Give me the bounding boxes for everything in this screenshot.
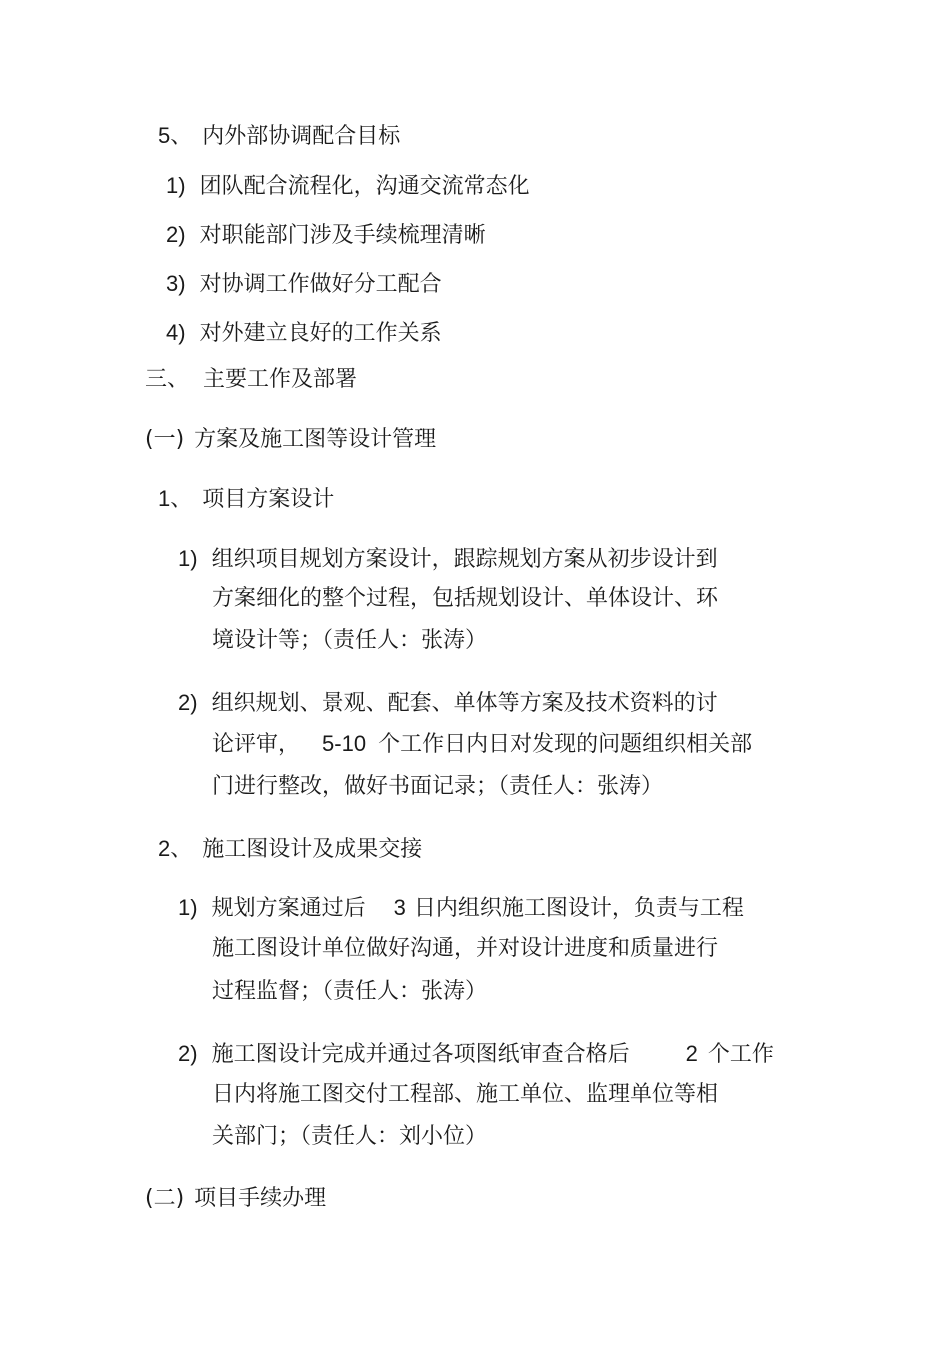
section-5-title: 内外部协调配合目标 [202, 124, 401, 149]
s2-p1-line3: 过程监督；（责任人：张涛） [212, 979, 488, 1004]
s2-p1-line2: 施工图设计单位做好沟通，并对设计进度和质量进行 [212, 936, 719, 961]
item-text: 对外建立良好的工作关系 [199, 321, 442, 346]
item-number: 2) [166, 222, 186, 247]
item-number: 1) [178, 895, 198, 920]
item-number: 2) [178, 690, 198, 715]
item-number: 2) [178, 1041, 198, 1066]
s1-p2-line2 [212, 730, 752, 758]
item-text: 团队配合流程化，沟通交流常态化 [199, 174, 530, 199]
paragraph-text: 组织规划、景观、配套、单体等方案及技术资料的讨 [211, 691, 718, 716]
item-2-number: 2、 [158, 836, 193, 861]
day-range: 5-10 [322, 731, 367, 756]
paragraph-text: 规划方案通过后 [211, 896, 366, 921]
subsection-1-number: (一) [145, 427, 185, 452]
paragraph-text: 个工作 [707, 1042, 774, 1067]
s1-p2-line3: 门进行整改，做好书面记录；（责任人：张涛） [212, 774, 664, 799]
subsection-2-number: (二) [145, 1186, 185, 1211]
paragraph-text: 施工图设计完成并通过各项图纸审查合格后 [211, 1042, 630, 1067]
part-3-heading [145, 366, 357, 394]
item-2-heading [158, 835, 422, 863]
section-5-item-4 [166, 319, 442, 347]
section-5-number: 5、 [158, 123, 193, 148]
s1-p1-line2: 方案细化的整个过程，包括规划设计、单体设计、环 [212, 586, 719, 611]
subsection-1-title: 方案及施工图等设计管理 [194, 427, 437, 452]
section-5-item-3 [166, 270, 442, 298]
subsection-2-title: 项目手续办理 [194, 1186, 327, 1211]
item-1-number: 1、 [158, 486, 193, 511]
s2-p2-line1 [178, 1040, 774, 1068]
section-5-item-1 [166, 172, 530, 200]
paragraph-text: 论评审， [212, 732, 301, 757]
item-1-heading [158, 485, 334, 513]
item-number: 4) [166, 320, 186, 345]
s1-p1-line3: 境设计等；（责任人：张涛） [212, 628, 488, 653]
s2-p2-line3: 关部门；（责任人：刘小位） [212, 1124, 488, 1149]
part-3-title: 主要工作及部署 [203, 367, 358, 392]
item-2-title: 施工图设计及成果交接 [202, 837, 423, 862]
item-number: 1) [178, 546, 198, 571]
item-number: 1) [166, 173, 186, 198]
day-count: 3 [393, 895, 406, 920]
item-text: 对职能部门涉及手续梳理清晰 [199, 223, 486, 248]
subsection-1-heading [145, 426, 436, 454]
item-number: 3) [166, 271, 186, 296]
day-count: 2 [685, 1041, 698, 1066]
item-text: 对协调工作做好分工配合 [199, 272, 442, 297]
s1-p1-line1 [178, 545, 718, 573]
part-3-number: 三、 [145, 367, 190, 392]
subsection-2-heading [145, 1185, 326, 1213]
paragraph-text: 日内组织施工图设计，负责与工程 [413, 896, 744, 921]
paragraph-text: 组织项目规划方案设计，跟踪规划方案从初步设计到 [211, 547, 718, 572]
item-1-title: 项目方案设计 [202, 487, 335, 512]
section-5-item-2 [166, 221, 486, 249]
s2-p2-line2: 日内将施工图交付工程部、施工单位、监理单位等相 [212, 1082, 719, 1107]
section-5-heading [158, 122, 400, 150]
s2-p1-line1 [178, 894, 744, 922]
paragraph-text: 个工作日内日对发现的问题组织相关部 [378, 732, 753, 757]
s1-p2-line1 [178, 689, 718, 717]
